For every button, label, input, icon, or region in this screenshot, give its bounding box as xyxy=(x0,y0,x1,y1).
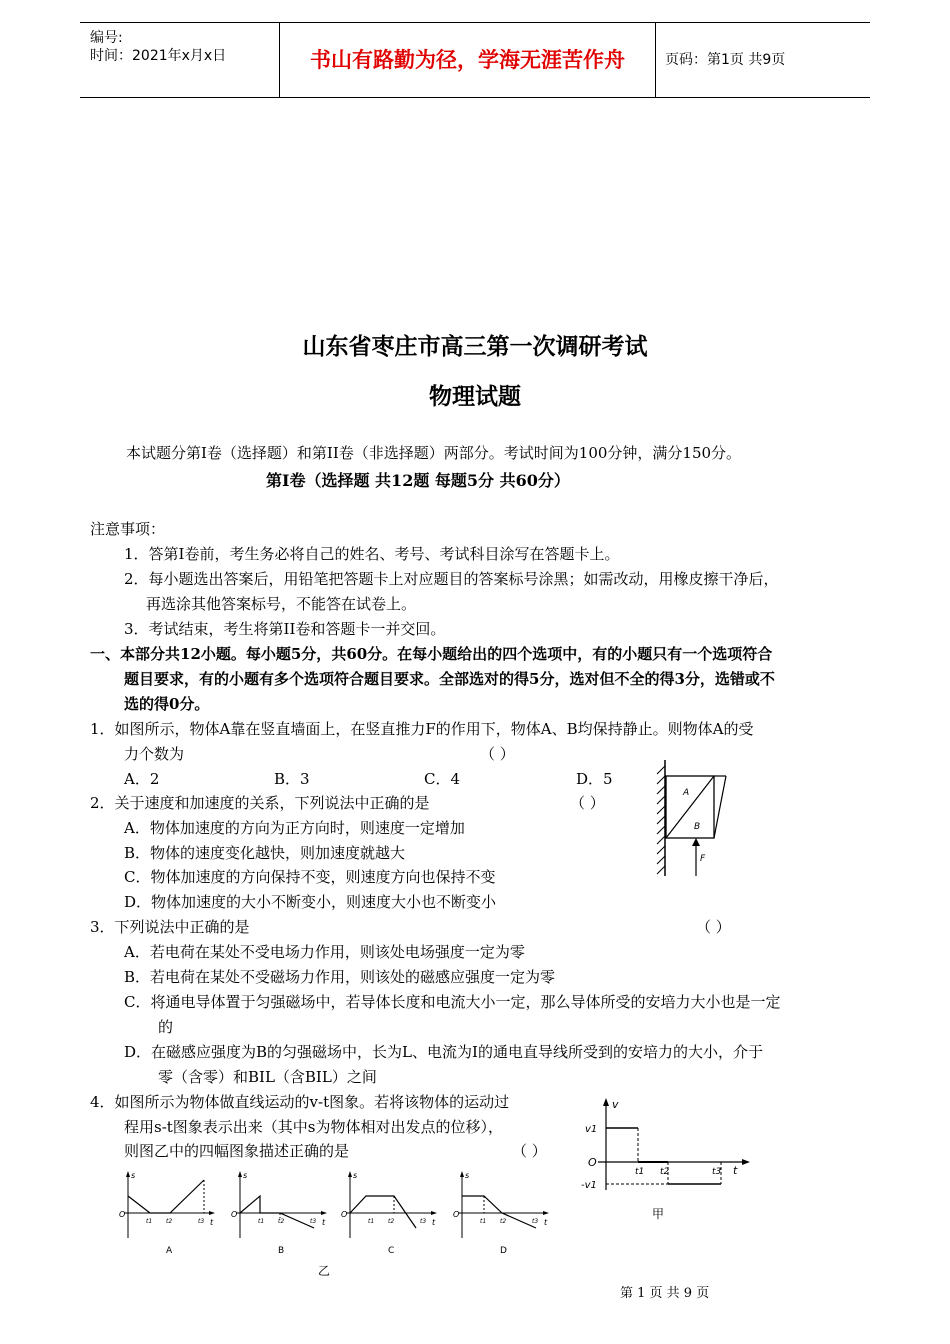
header-motto: 书山有路勤为径，学海无涯苦作舟 xyxy=(280,23,656,97)
q4-figure-jia xyxy=(578,1094,758,1224)
q4-stem: 4．如图所示为物体做直线运动的v-t图象。若将该物体的运动过 xyxy=(90,1093,510,1111)
st-axis-t: t xyxy=(544,1218,548,1227)
time-label: 时间：2021年x月x日 xyxy=(90,48,227,64)
st-axis-s: s xyxy=(353,1171,358,1180)
jia-t1-label: t1 xyxy=(635,1167,645,1177)
st-tick-t3: t3 xyxy=(532,1218,539,1225)
st-tick-t3: t3 xyxy=(310,1218,317,1225)
q3-stem: 3．下列说法中正确的是 xyxy=(90,918,250,936)
q2-answer-paren: （ ） xyxy=(570,794,605,812)
jia-v-label: v xyxy=(612,1098,619,1111)
q3-option-d: D．在磁感应强度为B的匀强磁场中，长为L、电流为I的通电直导线所受到的安培力的大小，介于 xyxy=(124,1043,763,1061)
st-curve xyxy=(240,1196,317,1228)
page-footer: 第 1 页 共 9 页 xyxy=(620,1286,710,1301)
q2-stem: 2．关于速度和加速度的关系，下列说法中正确的是 xyxy=(90,794,430,812)
exam-title: 山东省枣庄市高三第一次调研考试 xyxy=(302,334,648,360)
q4-stem-cont: 程用s-t图象表示出来（其中s为物体相对出发点的位移）， xyxy=(124,1118,503,1136)
q1-stem: 1．如图所示，物体A靠在竖直墙面上，在竖直推力F的作用下，物体A、B均保持静止。则物体A的受 xyxy=(90,720,754,738)
q3-option-c-cont: 的 xyxy=(158,1018,174,1036)
jia-t-label: t xyxy=(733,1164,738,1177)
st-tick-t1: t1 xyxy=(146,1218,153,1225)
exam-intro: 本试题分第I卷（选择题）和第II卷（非选择题）两部分。考试时间为100分钟，满分150分。 xyxy=(126,444,742,462)
page-header xyxy=(80,22,870,98)
st-tick-t1: t1 xyxy=(258,1218,265,1225)
q2-option-d: D．物体加速度的大小不断变小，则速度大小也不断变小 xyxy=(124,893,497,911)
note-item: 2．每小题选出答案后，用铅笔把答题卡上对应题目的答案标号涂黑；如需改动，用橡皮擦干净后， xyxy=(124,570,779,588)
part1-line: 选的得0分。 xyxy=(124,695,210,713)
q1-label-b: B xyxy=(694,822,701,832)
jia-v1-label: v1 xyxy=(585,1124,598,1135)
st-graph-label: D xyxy=(500,1246,507,1256)
part1-line: 一、本部分共12小题。每小题5分，共60分。在每小题给出的四个选项中，有的小题只有一个选项符合 xyxy=(90,645,773,663)
q1-option-a: A．2 xyxy=(124,770,160,788)
yi-caption: 乙 xyxy=(318,1264,331,1278)
st-axis-s: s xyxy=(243,1171,248,1180)
st-origin: O xyxy=(119,1210,126,1219)
jia-t2-label: t2 xyxy=(660,1167,670,1177)
st-axis-t: t xyxy=(322,1218,326,1227)
st-axis-s: s xyxy=(465,1171,470,1180)
st-curve xyxy=(462,1196,539,1228)
st-graph-label: C xyxy=(388,1246,395,1256)
q1-option-d: D．5 xyxy=(576,770,613,788)
part1-line: 题目要求，有的小题有多个选项符合题目要求。全部选对的得5分，选对但不全的得3分，选错或不 xyxy=(124,670,775,688)
q4-answer-paren: （ ） xyxy=(512,1142,547,1160)
jia-t3-label: t3 xyxy=(712,1167,722,1177)
st-tick-t1: t1 xyxy=(480,1218,487,1225)
st-graph-c xyxy=(340,1168,444,1260)
q2-option-a: A．物体加速度的方向为正方向时，则速度一定增加 xyxy=(124,819,465,837)
st-tick-t3: t3 xyxy=(198,1218,205,1225)
st-tick-t2: t2 xyxy=(388,1218,395,1225)
header-meta xyxy=(80,23,280,97)
st-tick-t1: t1 xyxy=(368,1218,375,1225)
q2-option-c: C．物体加速度的方向保持不变，则速度方向也保持不变 xyxy=(124,868,496,886)
note-item: 3．考试结束，考生将第II卷和答题卡一并交回。 xyxy=(124,620,446,638)
q1-stem-cont: 力个数为 xyxy=(124,745,185,763)
note-item: 1．答第I卷前，考生务必将自己的姓名、考号、考试科目涂写在答题卡上。 xyxy=(124,545,620,563)
q3-option-c: C．将通电导体置于匀强磁场中，若导体长度和电流大小一定，那么导体所受的安培力大小也是一定 xyxy=(124,993,781,1011)
q3-option-a: A．若电荷在某处不受电场力作用，则该处电场强度一定为零 xyxy=(124,943,525,961)
st-origin: O xyxy=(341,1210,348,1219)
notes-label: 注意事项： xyxy=(90,520,166,538)
st-axis-t: t xyxy=(432,1218,436,1227)
section-heading: 第I卷（选择题 共12题 每题5分 共60分） xyxy=(266,471,570,490)
q4-stem-cont: 则图乙中的四幅图象描述正确的是 xyxy=(124,1142,350,1160)
st-graph-label: B xyxy=(278,1246,285,1256)
q1-answer-paren: （ ） xyxy=(480,745,515,763)
st-tick-t2: t2 xyxy=(166,1218,173,1225)
exam-subtitle: 物理试题 xyxy=(429,384,521,410)
jia-neg-v1-label: -v1 xyxy=(581,1180,597,1191)
st-axis-s: s xyxy=(131,1171,136,1180)
q1-option-c: C．4 xyxy=(424,770,461,788)
st-tick-t2: t2 xyxy=(500,1218,507,1225)
q1-label-a: A xyxy=(683,788,690,798)
st-axis-t: t xyxy=(210,1218,214,1227)
st-tick-t3: t3 xyxy=(420,1218,427,1225)
st-origin: O xyxy=(453,1210,460,1219)
q2-option-b: B．物体的速度变化越快，则加速度就越大 xyxy=(124,844,406,862)
st-origin: O xyxy=(231,1210,238,1219)
note-item: 再选涂其他答案标号，不能答在试卷上。 xyxy=(146,595,417,613)
q1-figure xyxy=(652,758,744,882)
serial-label: 编号: xyxy=(90,30,123,46)
st-graph-b xyxy=(230,1168,334,1260)
q3-option-b: B．若电荷在某处不受磁场力作用，则该处的磁感应强度一定为零 xyxy=(124,968,556,986)
st-graph-a xyxy=(118,1168,222,1260)
jia-origin: O xyxy=(588,1156,597,1169)
st-graph-label: A xyxy=(166,1246,173,1256)
st-curve xyxy=(350,1196,416,1228)
header-page-info: 页码：第1页 共9页 xyxy=(665,52,786,68)
jia-caption: 甲 xyxy=(652,1207,665,1221)
st-graph-d xyxy=(452,1168,556,1260)
q1-label-f: F xyxy=(700,854,706,864)
q3-option-d-cont: 零（含零）和BIL（含BIL）之间 xyxy=(158,1068,377,1086)
q3-answer-paren: （ ） xyxy=(696,918,731,936)
st-curve xyxy=(128,1180,204,1213)
st-tick-t2: t2 xyxy=(278,1218,285,1225)
q1-option-b: B．3 xyxy=(274,770,310,788)
